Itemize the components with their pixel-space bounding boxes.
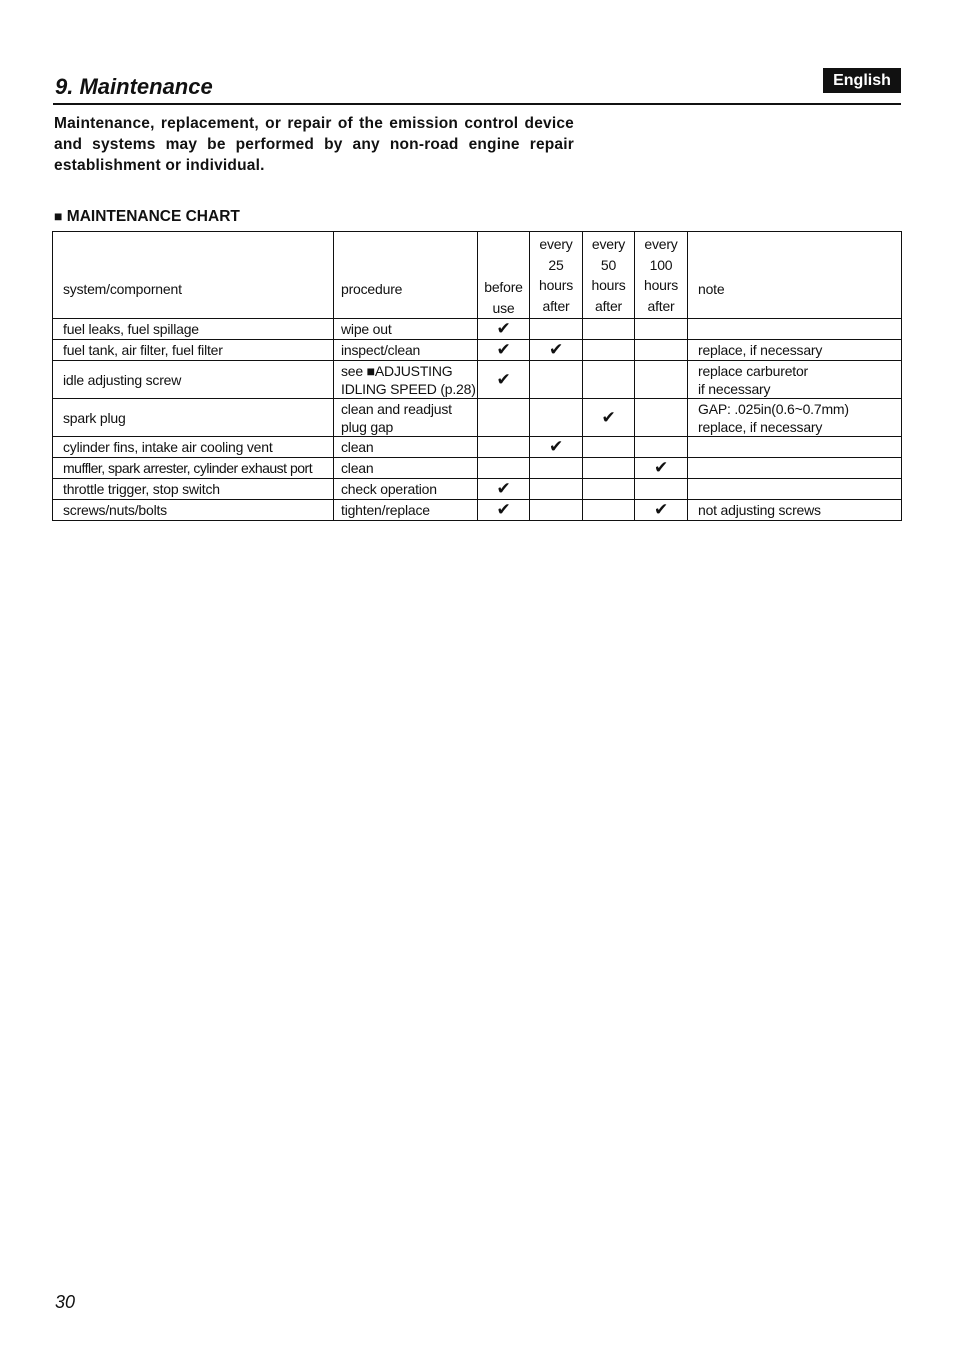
column-header-line: hours bbox=[538, 277, 574, 293]
maintenance-chart-table bbox=[52, 231, 902, 521]
table-row bbox=[53, 500, 902, 521]
cell-line: plug gap bbox=[341, 418, 394, 435]
table-header-row bbox=[53, 232, 902, 319]
page-number: 30 bbox=[55, 1292, 76, 1312]
column-header-line: 100 bbox=[649, 256, 673, 273]
cell-every-100 bbox=[635, 479, 688, 500]
cell-before-use bbox=[478, 399, 530, 437]
column-header-line: use bbox=[492, 299, 515, 316]
heading-square-icon: ■ bbox=[54, 208, 63, 224]
cell-every-25 bbox=[530, 399, 583, 437]
cell-every-100 bbox=[635, 319, 688, 340]
column-header-line: every bbox=[591, 236, 626, 252]
cell-every-25 bbox=[530, 500, 583, 521]
cell-line: replace carburetor bbox=[698, 362, 809, 379]
cell-every-50 bbox=[583, 340, 635, 361]
cell-note: not adjusting screws bbox=[688, 500, 902, 521]
column-header-every-25 bbox=[530, 232, 583, 319]
cell-system: fuel tank, air filter, fuel filter bbox=[53, 340, 334, 361]
column-header-line: before bbox=[484, 279, 523, 295]
column-header-system: system/compornent bbox=[53, 232, 334, 319]
column-header-line: after bbox=[594, 297, 622, 314]
cell-procedure: wipe out bbox=[334, 319, 478, 340]
cell-every-50 bbox=[583, 361, 635, 399]
cell-every-100 bbox=[635, 437, 688, 458]
cell-every-100 bbox=[635, 361, 688, 399]
column-header-line: hours bbox=[643, 277, 679, 293]
cell-line: replace, if necessary bbox=[698, 418, 823, 435]
column-header-line: every bbox=[539, 236, 573, 252]
cell-system: screws/nuts/bolts bbox=[53, 500, 334, 521]
cell-line: see ■ADJUSTING bbox=[341, 362, 453, 379]
page-title: 9. Maintenance bbox=[55, 74, 213, 99]
cell-every-50 bbox=[583, 319, 635, 340]
cell-note bbox=[688, 399, 902, 437]
column-header-line: every bbox=[644, 236, 678, 252]
column-header-line: after bbox=[647, 297, 675, 314]
cell-procedure bbox=[334, 361, 478, 399]
table-row bbox=[53, 437, 902, 458]
cell-system: fuel leaks, fuel spillage bbox=[53, 319, 334, 340]
cell-procedure: check operation bbox=[334, 479, 478, 500]
cell-every-50 bbox=[583, 500, 635, 521]
cell-procedure: clean bbox=[334, 437, 478, 458]
cell-system: muffler, spark arrester, cylinder exhaust port bbox=[53, 458, 334, 479]
column-header-every-100 bbox=[635, 232, 688, 319]
cell-note bbox=[688, 437, 902, 458]
cell-line: clean and readjust bbox=[341, 400, 452, 417]
cell-procedure: clean bbox=[334, 458, 478, 479]
cell-every-50 bbox=[583, 479, 635, 500]
cell-note bbox=[688, 479, 902, 500]
title-rule bbox=[53, 103, 901, 105]
column-header-line: after bbox=[542, 297, 570, 314]
column-header-every-50 bbox=[583, 232, 635, 319]
check-mark-icon: ✔ bbox=[530, 340, 583, 361]
table-row bbox=[53, 319, 902, 340]
column-header-line: hours bbox=[591, 277, 626, 293]
cell-note bbox=[688, 458, 902, 479]
table-row bbox=[53, 479, 902, 500]
table-row bbox=[53, 458, 902, 479]
cell-procedure: inspect/clean bbox=[334, 340, 478, 361]
table-row bbox=[53, 399, 902, 437]
column-header-line: 25 bbox=[548, 256, 564, 273]
check-mark-icon: ✔ bbox=[478, 361, 530, 399]
check-mark-icon: ✔ bbox=[478, 319, 530, 340]
cell-every-25 bbox=[530, 319, 583, 340]
cell-line: if necessary bbox=[698, 380, 771, 397]
cell-every-100 bbox=[635, 340, 688, 361]
cell-note bbox=[688, 361, 902, 399]
chart-heading bbox=[54, 208, 240, 226]
intro-paragraph: Maintenance, replacement, or repair of the emission control device and systems may be performed by any non-road engine repair establishment or individual. bbox=[54, 115, 574, 174]
cell-system: spark plug bbox=[53, 399, 334, 437]
cell-system: idle adjusting screw bbox=[53, 361, 334, 399]
cell-every-50 bbox=[583, 458, 635, 479]
column-header-note: note bbox=[688, 232, 902, 319]
column-header-line: 50 bbox=[600, 256, 617, 273]
column-header-before-use bbox=[478, 232, 530, 319]
cell-procedure bbox=[334, 399, 478, 437]
cell-every-25 bbox=[530, 479, 583, 500]
cell-every-25 bbox=[530, 361, 583, 399]
cell-every-100 bbox=[635, 399, 688, 437]
check-mark-icon: ✔ bbox=[478, 340, 530, 361]
cell-every-25 bbox=[530, 458, 583, 479]
cell-note: replace, if necessary bbox=[688, 340, 902, 361]
cell-system: throttle trigger, stop switch bbox=[53, 479, 334, 500]
cell-line: IDLING SPEED (p.28) bbox=[341, 380, 476, 397]
cell-system: cylinder fins, intake air cooling vent bbox=[53, 437, 334, 458]
check-mark-icon: ✔ bbox=[635, 500, 688, 521]
check-mark-icon: ✔ bbox=[530, 437, 583, 458]
cell-note bbox=[688, 319, 902, 340]
chart-heading-text: MAINTENANCE CHART bbox=[66, 208, 240, 225]
table-row bbox=[53, 361, 902, 399]
cell-line: GAP: .025in(0.6~0.7mm) bbox=[698, 400, 849, 417]
cell-before-use bbox=[478, 437, 530, 458]
check-mark-icon: ✔ bbox=[478, 500, 530, 521]
language-badge: English bbox=[823, 68, 901, 93]
table-row bbox=[53, 340, 902, 361]
check-mark-icon: ✔ bbox=[478, 479, 530, 500]
cell-before-use bbox=[478, 458, 530, 479]
cell-procedure: tighten/replace bbox=[334, 500, 478, 521]
column-header-procedure: procedure bbox=[334, 232, 478, 319]
check-mark-icon: ✔ bbox=[583, 399, 635, 437]
check-mark-icon: ✔ bbox=[635, 458, 688, 479]
cell-every-50 bbox=[583, 437, 635, 458]
